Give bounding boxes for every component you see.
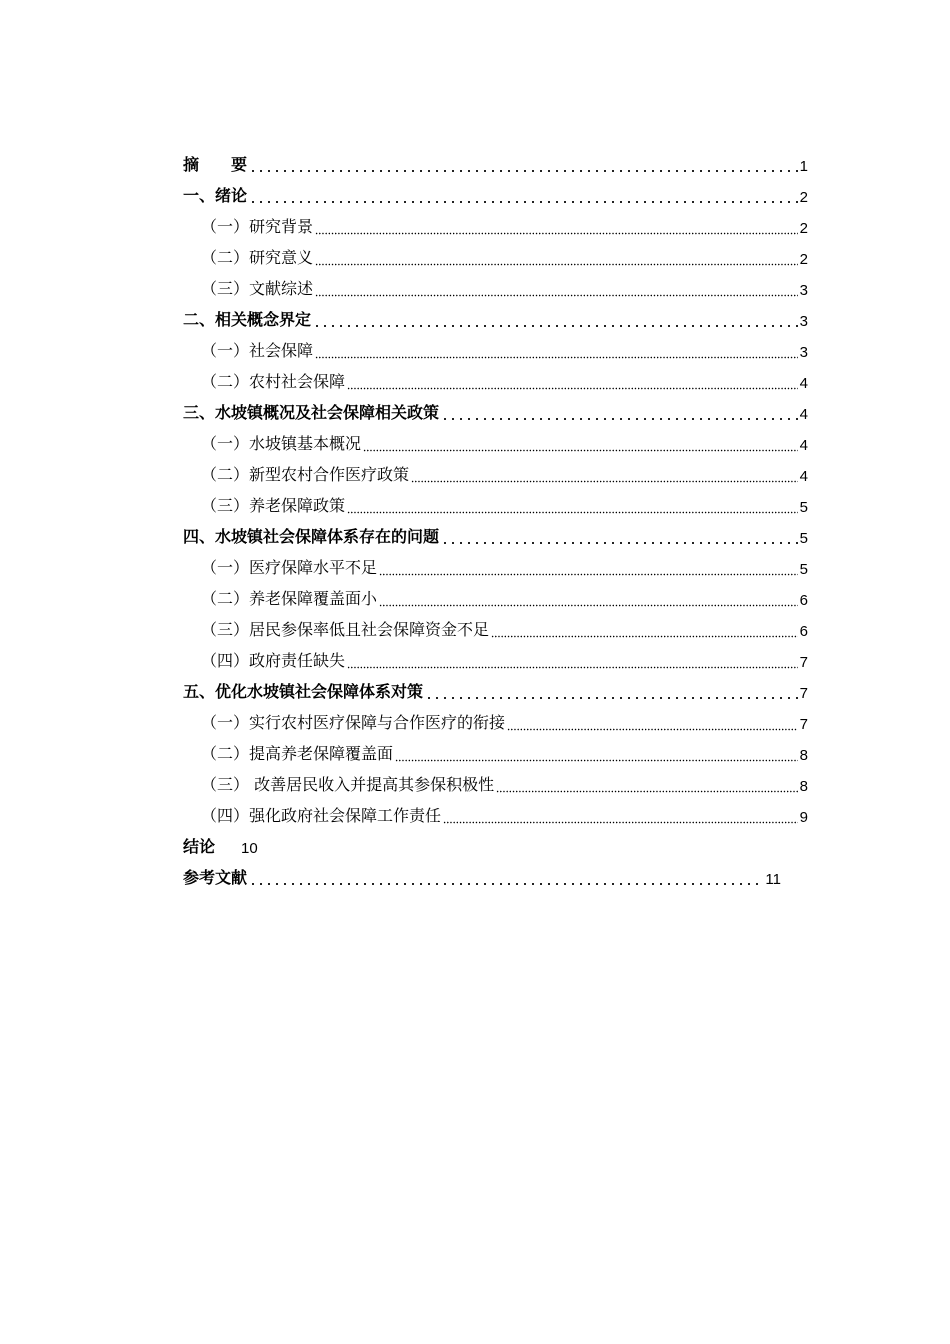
toc-entry-title: （二）新型农村合作医疗政策 bbox=[201, 465, 410, 484]
toc-entry-page: 10 bbox=[241, 840, 258, 857]
dot-leader bbox=[313, 310, 798, 330]
dot-leader bbox=[411, 465, 798, 485]
toc-entry-page: 7 bbox=[799, 685, 808, 702]
dot-leader bbox=[441, 403, 798, 423]
toc-entry-title: （二）研究意义 bbox=[201, 248, 314, 267]
dot-leader bbox=[425, 682, 798, 702]
toc-entry-title: （四）政府责任缺失 bbox=[201, 651, 346, 670]
toc-entry[interactable] bbox=[183, 609, 808, 640]
dot-leader bbox=[315, 279, 798, 299]
toc-entry-page: 4 bbox=[799, 468, 808, 485]
toc-entry[interactable] bbox=[183, 175, 808, 206]
toc-entry[interactable] bbox=[183, 485, 808, 516]
toc-entry-title: （二）提高养老保障覆盖面 bbox=[201, 744, 394, 763]
toc-entry-page: 8 bbox=[799, 778, 808, 795]
toc-entry-title: （一）水坡镇基本概况 bbox=[201, 434, 362, 453]
toc-entry-page: 5 bbox=[799, 561, 808, 578]
dot-leader bbox=[496, 775, 798, 795]
toc-entry-title: 三、水坡镇概况及社会保障相关政策 bbox=[183, 403, 440, 422]
dot-leader bbox=[363, 434, 798, 454]
toc-entry-title: 四、水坡镇社会保障体系存在的问题 bbox=[183, 527, 440, 546]
toc-entry-title: 二、相关概念界定 bbox=[183, 310, 312, 329]
toc-entry-title: （三）居民参保率低且社会保障资金不足 bbox=[201, 620, 490, 639]
dot-leader bbox=[347, 651, 798, 671]
toc-entry[interactable] bbox=[183, 423, 808, 454]
dot-leader bbox=[315, 248, 798, 268]
toc-entry-page: 3 bbox=[799, 282, 808, 299]
toc-entry-page: 2 bbox=[799, 220, 808, 237]
dot-leader bbox=[491, 620, 798, 640]
dot-leader bbox=[249, 155, 798, 175]
dot-leader bbox=[315, 341, 798, 361]
toc-entry-page: 6 bbox=[799, 592, 808, 609]
dot-leader bbox=[507, 713, 798, 733]
dot-leader bbox=[395, 744, 798, 764]
toc-entry[interactable] bbox=[183, 330, 808, 361]
toc-entry[interactable] bbox=[183, 144, 808, 175]
toc-entry-title: （四）强化政府社会保障工作责任 bbox=[201, 806, 442, 825]
toc-entry-page: 9 bbox=[799, 809, 808, 826]
toc-entry[interactable] bbox=[183, 702, 808, 733]
dot-leader bbox=[249, 868, 763, 888]
toc-entry[interactable] bbox=[183, 857, 781, 888]
toc-entry[interactable] bbox=[183, 795, 808, 826]
toc-entry[interactable] bbox=[183, 516, 808, 547]
toc-entry-title: 摘 要 bbox=[183, 155, 248, 174]
toc-entry-page: 8 bbox=[799, 747, 808, 764]
toc-entry-title: （三）文献综述 bbox=[201, 279, 314, 298]
toc-entry[interactable] bbox=[183, 764, 808, 795]
dot-leader bbox=[379, 558, 798, 578]
toc-entry-page: 1 bbox=[799, 158, 808, 175]
toc-entry-title: 结论 bbox=[183, 837, 216, 856]
toc-entry-page: 7 bbox=[799, 654, 808, 671]
toc-entry[interactable] bbox=[183, 237, 808, 268]
dot-leader bbox=[379, 589, 798, 609]
dot-leader bbox=[443, 806, 798, 826]
toc-entry-title: （一）实行农村医疗保障与合作医疗的衔接 bbox=[201, 713, 506, 732]
toc-entry-page: 11 bbox=[765, 871, 781, 888]
toc-entry[interactable] bbox=[183, 547, 808, 578]
toc-entry[interactable] bbox=[183, 640, 808, 671]
toc-entry-page: 4 bbox=[799, 406, 808, 423]
toc-entry-title: （三）养老保障政策 bbox=[201, 496, 346, 515]
toc-entry-page: 2 bbox=[799, 189, 808, 206]
toc-entry-title: 五、优化水坡镇社会保障体系对策 bbox=[183, 682, 424, 701]
toc-entry[interactable] bbox=[183, 671, 808, 702]
toc-entry-page: 4 bbox=[799, 437, 808, 454]
toc-entry[interactable] bbox=[183, 268, 808, 299]
toc-entry[interactable] bbox=[183, 392, 808, 423]
dot-leader bbox=[347, 372, 798, 392]
toc-entry-page: 5 bbox=[799, 530, 808, 547]
toc-entry[interactable] bbox=[183, 206, 808, 237]
toc-entry[interactable] bbox=[183, 299, 808, 330]
toc-entry-page: 6 bbox=[799, 623, 808, 640]
toc-entry-title: （一）医疗保障水平不足 bbox=[201, 558, 378, 577]
toc-entry-title: （三） 改善居民收入并提高其参保积极性 bbox=[201, 775, 495, 794]
toc-entry-page: 4 bbox=[799, 375, 808, 392]
toc-entry-title: 一、绪论 bbox=[183, 186, 248, 205]
table-of-contents bbox=[183, 144, 808, 888]
toc-entry-title: （一）社会保障 bbox=[201, 341, 314, 360]
dot-leader bbox=[249, 186, 798, 206]
dot-leader bbox=[315, 217, 798, 237]
toc-entry-page: 5 bbox=[799, 499, 808, 516]
toc-entry-title: （二）农村社会保障 bbox=[201, 372, 346, 391]
toc-entry[interactable] bbox=[183, 454, 808, 485]
toc-entry-page: 3 bbox=[799, 344, 808, 361]
toc-entry[interactable] bbox=[183, 578, 808, 609]
toc-entry[interactable] bbox=[183, 733, 808, 764]
toc-entry[interactable] bbox=[183, 826, 808, 857]
dot-leader bbox=[347, 496, 798, 516]
toc-entry[interactable] bbox=[183, 361, 808, 392]
dot-leader bbox=[441, 527, 798, 547]
toc-entry-title: （一）研究背景 bbox=[201, 217, 314, 236]
toc-entry-title: 参考文献 bbox=[183, 868, 248, 887]
toc-entry-page: 3 bbox=[799, 313, 808, 330]
toc-entry-title: （二）养老保障覆盖面小 bbox=[201, 589, 378, 608]
toc-entry-page: 2 bbox=[799, 251, 808, 268]
toc-entry-page: 7 bbox=[799, 716, 808, 733]
